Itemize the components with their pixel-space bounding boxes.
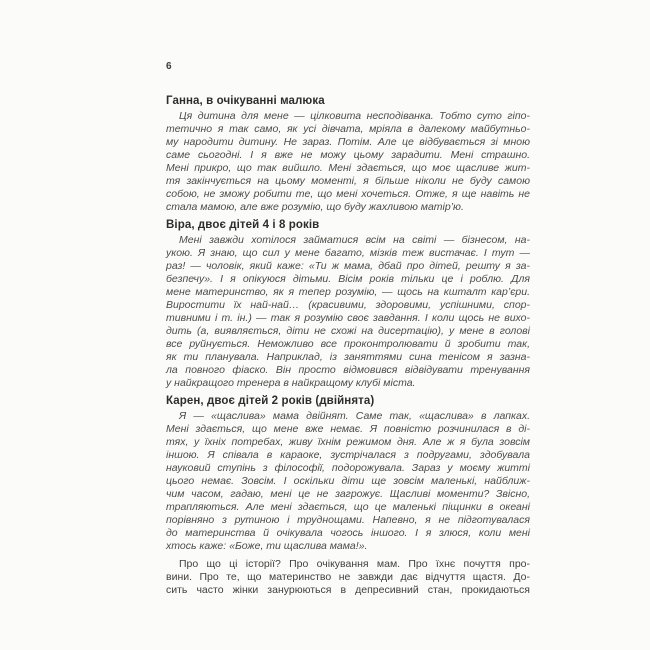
closing-paragraph <box>166 558 530 597</box>
section-heading: Карен, двоє дітей 2 років (двійнята) <box>166 395 375 407</box>
text-line: іншою. Я співала в караоке, зустрічалася з подругами, здобувала <box>166 449 530 461</box>
section-heading: Ганна, в очікуванні малюка <box>166 95 325 107</box>
section-heading: Віра, двоє дітей 4 і 8 років <box>166 219 320 231</box>
text-line: ла повного фіаско. Він просто відмовився відвідувати тренування <box>166 364 530 376</box>
section-vira <box>166 218 530 390</box>
text-line: хтось каже: «Боже, ти щаслива мама!». <box>166 540 368 552</box>
text-line: му народити дитину. Не зараз. Потім. Але це відбувається зі мною <box>166 136 530 148</box>
text-line: трапляються. Але мені здається, що це маленькі піщинки в океані <box>166 501 530 513</box>
text-line: Виростити їх най-най… (красивими, здоровими, успішними, спор- <box>166 299 530 311</box>
text-line: порівняно з рутиною і труднощами. Напевно, я не підготувалася <box>166 514 530 526</box>
text-line: Про що ці історії? Про очікування мам. Про їхнє почуття про- <box>179 558 530 570</box>
text-line: у найкращого тренера в найкращому клубі міста. <box>166 377 416 389</box>
text-line: дить (а, виявляється, діти не схожі на дисертацію), у мене в голові <box>166 325 530 337</box>
text-line: мене материнство, як я тепер розумію, — щось на кшталт кар’єри. <box>166 286 530 298</box>
text-line: раз! — чоловік, який каже: «Ти ж мама, дбай про дітей, решту я за- <box>166 260 530 272</box>
paragraph-quote <box>166 110 530 214</box>
text-line: сить часто жінки занурюються в депресивний стан, прокидаються <box>166 584 530 596</box>
text-line: тивними і т. ін.) — так я розумію своє завдання. І коли щось не вихо- <box>166 312 530 324</box>
text-line: чим часом, гадаю, мені це не загрожує. Щасливі моменти? Звісно, <box>166 488 530 500</box>
text-line: Мені здається, що мене вже немає. Я повністю розчинилася в ді- <box>166 423 530 435</box>
text-column <box>166 61 530 597</box>
text-line: тях, у їхніх потребах, живу їхнім режимом дня. Але ж я була зовсім <box>166 436 530 448</box>
text-line: укою. Я знаю, що сил у мене багато, мізків теж вистачає. І тут — <box>166 247 530 259</box>
text-line: стала мамою, але вже розумію, що буду жахливою матір’ю. <box>166 201 464 213</box>
text-line: все руйнується. Неможливо все проконтролювати й зробити так, <box>166 338 530 350</box>
page-number: 6 <box>166 61 172 72</box>
text-line: цього немає. Зовсім. І оскільки діти ще зовсім маленькі, найближ- <box>166 475 530 487</box>
text-line: тетично я так само, як усі дівчата, мріяла в далекому майбутньо- <box>166 123 530 135</box>
paragraph-quote <box>166 234 530 390</box>
text-line: Мені завжди хотілося займатися всім на світі — бізнесом, на- <box>179 234 530 246</box>
section-karen <box>166 394 530 553</box>
text-line: науковий ступінь з філософії, подорожувала. Зараз у моєму житті <box>166 462 530 474</box>
text-line: собою, не зможу робити те, що мені хочеться. Отже, я ще навіть не <box>166 188 530 200</box>
text-line: як ти планувала. Наприклад, із заняттями сина тенісом я зазна- <box>166 351 530 363</box>
text-line: до материнства й очікувала чогось іншого. І я злюся, коли мені <box>166 527 530 539</box>
text-line: тя закінчується на цьому моменті, я більше ніколи не буду самою <box>166 175 530 187</box>
text-line: вини. Про те, що материнство не завжди дає відчуття щастя. До- <box>166 571 530 583</box>
text-line: безпечу». І я опікуюся дітьми. Вісім років тільки це і роблю. Для <box>166 273 530 285</box>
section-hanna <box>166 94 530 214</box>
text-line: саме сьогодні. І я вже не можу цьому зарадити. Мені страшно. <box>166 149 530 161</box>
text-line: Ця дитина для мене — цілковита несподіванка. Тобто суто гіпо- <box>179 110 530 122</box>
paragraph-quote <box>166 410 530 553</box>
text-line: Я — «щаслива» мама двійнят. Саме так, «щаслива» в лапках. <box>179 410 530 422</box>
text-line: Мені прикро, що так вийшло. Мені здається, що моє щасливе жит- <box>166 162 530 174</box>
